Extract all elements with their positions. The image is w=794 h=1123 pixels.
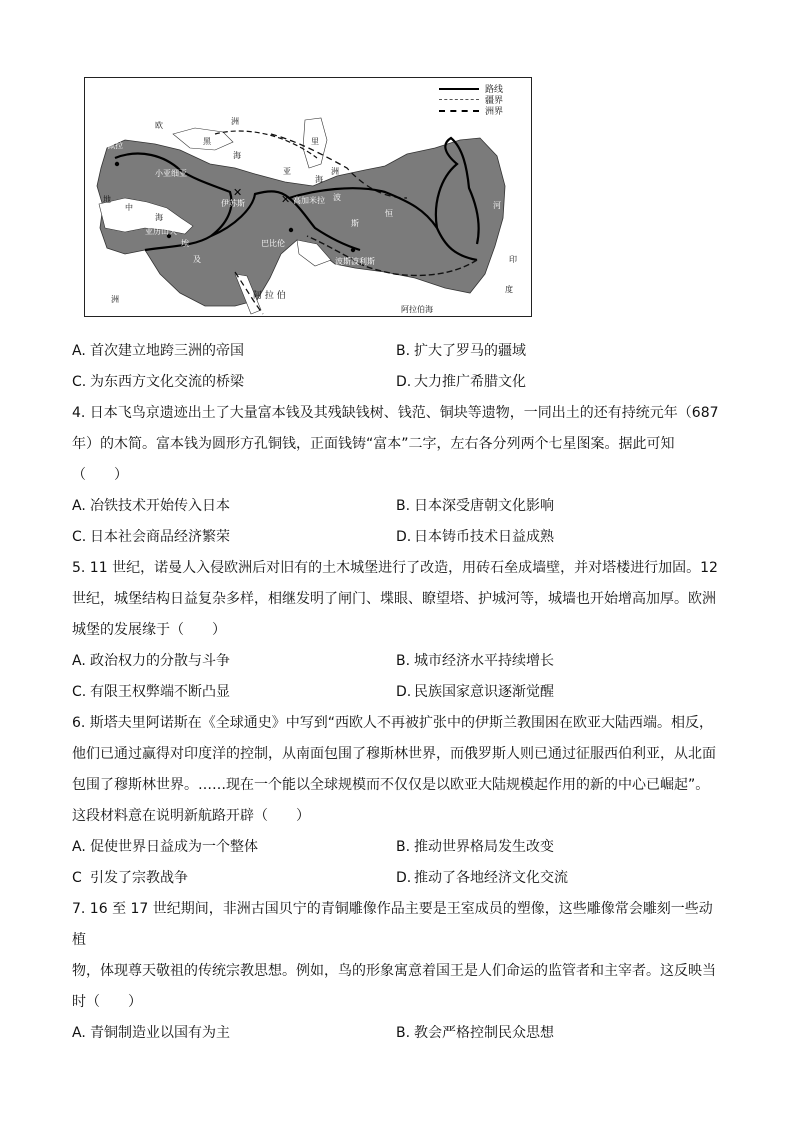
option-text: 城市经济水平持续增长 <box>414 653 554 669</box>
option-text: 政治权力的分散与斗争 <box>90 653 230 669</box>
label-egypt-b: 及 <box>193 255 201 264</box>
q3-option-d[interactable] <box>396 367 526 398</box>
option-letter: C. <box>72 684 87 700</box>
option-letter: D. <box>396 870 412 886</box>
q7-option-a[interactable] <box>72 1018 230 1049</box>
label-med-a: 地 <box>103 195 111 204</box>
label-persia-a: 波 <box>333 193 341 202</box>
q7-stem-line-2: 物，体现尊天敬祖的传统宗教思想。例如，鸟的形象寓意着国王是人们命运的监管者和主宰者。这反映当 <box>72 963 716 979</box>
label-asia-b: 洲 <box>331 167 339 176</box>
q6-stem-line-4: 这段材料意在说明新航路开辟（ ） <box>72 808 310 824</box>
q7-stem-line-3: 时（ ） <box>72 994 142 1010</box>
option-text: 为东西方文化交流的桥梁 <box>90 374 244 390</box>
legend-continent <box>439 105 525 116</box>
label-india-b: 度 <box>505 285 513 294</box>
q4-option-b[interactable] <box>396 491 554 522</box>
label-africa-a: 非 <box>103 267 111 276</box>
label-europe-b: 洲 <box>231 117 239 126</box>
q7-options-row-1 <box>72 1018 722 1049</box>
option-text: 教会严格控制民众思想 <box>414 1025 554 1041</box>
q4-options-row-2 <box>72 522 722 553</box>
option-text: 日本深受唐朝文化影响 <box>414 498 554 514</box>
option-text: 日本社会商品经济繁荣 <box>90 529 230 545</box>
option-text: 首次建立地跨三洲的帝国 <box>90 343 244 359</box>
label-arabian-sea: 阿拉伯海 <box>401 305 433 314</box>
label-med-c: 海 <box>155 213 163 222</box>
q5-stem-line-2: 世纪，城堡结构日益复杂多样，相继发明了闸门、堞眼、瞭望塔、护城河等，城墙也开始增高加厚。欧洲 <box>72 591 716 607</box>
battle-marker-issus: ✕ <box>233 186 243 199</box>
label-caspian-b: 海 <box>315 175 323 184</box>
q3-option-c[interactable] <box>72 367 244 398</box>
label-med-b: 中 <box>125 203 133 212</box>
option-letter: A. <box>72 1025 86 1041</box>
option-text: 促使世界日益成为一个整体 <box>90 839 258 855</box>
q5-options-row-1 <box>72 646 722 677</box>
option-letter: D. <box>396 684 412 700</box>
option-text: 日本铸币技术日益成熟 <box>414 529 554 545</box>
city-dot-persepolis <box>351 248 355 252</box>
q6-stem-line-2: 他们已通过赢得对印度洋的控制，从南面包围了穆斯林世界，而俄罗斯人则已通过征服西伯利亚，从北面 <box>72 746 716 762</box>
q5-options-row-2 <box>72 677 722 708</box>
label-indus: 河 <box>493 201 501 210</box>
q4-stem-line-3: （ ） <box>72 467 128 483</box>
label-gaugamela: 高加米拉 <box>293 196 325 205</box>
q5-option-c[interactable] <box>72 677 230 708</box>
option-text: 大力推广希腊文化 <box>414 374 526 390</box>
option-letter: A. <box>72 343 86 359</box>
legend-border-label: 疆界 <box>485 96 504 106</box>
option-letter: C <box>72 870 82 886</box>
label-asia-minor: 小亚细亚 <box>155 169 187 178</box>
city-dot-pella <box>115 162 119 166</box>
legend-border-line <box>439 99 479 100</box>
map-legend <box>439 83 525 116</box>
option-letter: C. <box>72 374 87 390</box>
option-text: 有限王权弊端不断凸显 <box>90 684 230 700</box>
option-letter: B. <box>396 653 411 669</box>
q5-stem-line-1: 5. 11 世纪，诺曼人入侵欧洲后对旧有的土木城堡进行了改造，用砖石垒成墙壁，并对塔楼进行加固。12 <box>72 560 718 576</box>
q4-stem-line-2: 年）的木简。富本钱为圆形方孔铜钱，正面钱铸“富本”二字，左右各分列两个七星图案。据此可知 <box>72 436 675 452</box>
q5-option-d[interactable] <box>396 677 554 708</box>
q7-option-b[interactable] <box>396 1018 554 1049</box>
q6-stem-line-1: 6. 斯塔夫里阿诺斯在《全球通史》中写到“西欧人不再被扩张中的伊斯兰教围困在欧亚大陆西端。相反， <box>72 715 714 731</box>
city-dot-babylon <box>289 228 293 232</box>
q6-stem-line-3: 包围了穆斯林世界。……现在一个能以全球规模而不仅仅是以欧亚大陆规模起作用的新的中心已崛起”。 <box>72 777 710 793</box>
legend-continent-line <box>439 110 479 112</box>
label-persepolis: 波斯波利斯 <box>335 257 375 266</box>
label-caspian-a: 里 <box>311 137 319 146</box>
option-text: 推动世界格局发生改变 <box>414 839 554 855</box>
option-letter: A. <box>72 653 86 669</box>
label-black-sea-b: 海 <box>233 151 241 160</box>
legend-route-label: 路线 <box>485 85 504 95</box>
option-text: 冶铁技术开始传入日本 <box>90 498 230 514</box>
label-babylon: 巴比伦 <box>261 239 285 248</box>
label-arabia: 阿 拉 伯 <box>253 291 286 301</box>
option-letter: B. <box>396 839 411 855</box>
label-alexandria: 亚历山大 <box>145 227 177 236</box>
option-text: 民族国家意识逐渐觉醒 <box>414 684 554 700</box>
battle-marker-gaugamela: ✕ <box>281 193 291 206</box>
q6-options-row-2 <box>72 863 722 894</box>
q4-stem-line-1: 4. 日本飞鸟京遗迹出土了大量富本钱及其残缺钱树、钱范、铜块等遗物，一同出土的还有持统元年（687 <box>72 405 719 421</box>
q5-option-b[interactable] <box>396 646 554 677</box>
option-letter: A. <box>72 839 86 855</box>
question-area <box>72 336 722 1049</box>
q3-option-a[interactable] <box>72 336 244 367</box>
q4-option-c[interactable] <box>72 522 230 553</box>
q6-options-row-1 <box>72 832 722 863</box>
label-persia-b: 斯 <box>351 219 359 228</box>
q6-option-c[interactable] <box>72 863 188 894</box>
option-letter: B. <box>396 1025 411 1041</box>
q4-options-row-1 <box>72 491 722 522</box>
option-letter: A. <box>72 498 86 514</box>
q3-option-b[interactable] <box>396 336 526 367</box>
legend-route <box>439 83 525 94</box>
q7-stem-line-1: 7. 16 至 17 世纪期间，非洲古国贝宁的青铜雕像作品主要是王室成员的塑像，这些雕像常会雕刻一些动植 <box>72 901 713 948</box>
q6-option-d[interactable] <box>396 863 568 894</box>
option-letter: D. <box>396 529 412 545</box>
label-europe-a: 欧 <box>155 121 163 130</box>
option-text: 扩大了罗马的疆域 <box>414 343 526 359</box>
legend-route-line <box>439 88 479 90</box>
label-africa-b: 洲 <box>111 295 119 304</box>
option-letter: C. <box>72 529 87 545</box>
q5-stem-line-3: 城堡的发展缘于（ ） <box>72 622 226 638</box>
q6-option-b[interactable] <box>396 832 554 863</box>
option-letter: B. <box>396 498 411 514</box>
label-india-a: 印 <box>509 255 517 264</box>
label-ganges: 恒 <box>385 209 393 218</box>
legend-continent-label: 洲界 <box>485 107 504 117</box>
label-pella: 佩拉 <box>107 141 123 150</box>
label-egypt-a: 埃 <box>181 239 189 248</box>
q4-option-d[interactable] <box>396 522 554 553</box>
q6-option-a[interactable] <box>72 832 258 863</box>
label-issus: 伊苏斯 <box>221 199 245 208</box>
q5-option-a[interactable] <box>72 646 230 677</box>
empire-map <box>84 77 532 317</box>
q3-options-row-2 <box>72 367 722 398</box>
label-black-sea-a: 黑 <box>203 137 211 146</box>
option-text: 引发了宗教战争 <box>90 870 188 886</box>
q4-option-a[interactable] <box>72 491 230 522</box>
option-text: 青铜制造业以国有为主 <box>90 1025 230 1041</box>
option-letter: D. <box>396 374 412 390</box>
legend-border <box>439 94 525 105</box>
option-text: 推动了各地经济文化交流 <box>414 870 568 886</box>
label-asia-a: 亚 <box>283 167 291 176</box>
option-letter: B. <box>396 343 411 359</box>
q3-options-row-1 <box>72 336 722 367</box>
